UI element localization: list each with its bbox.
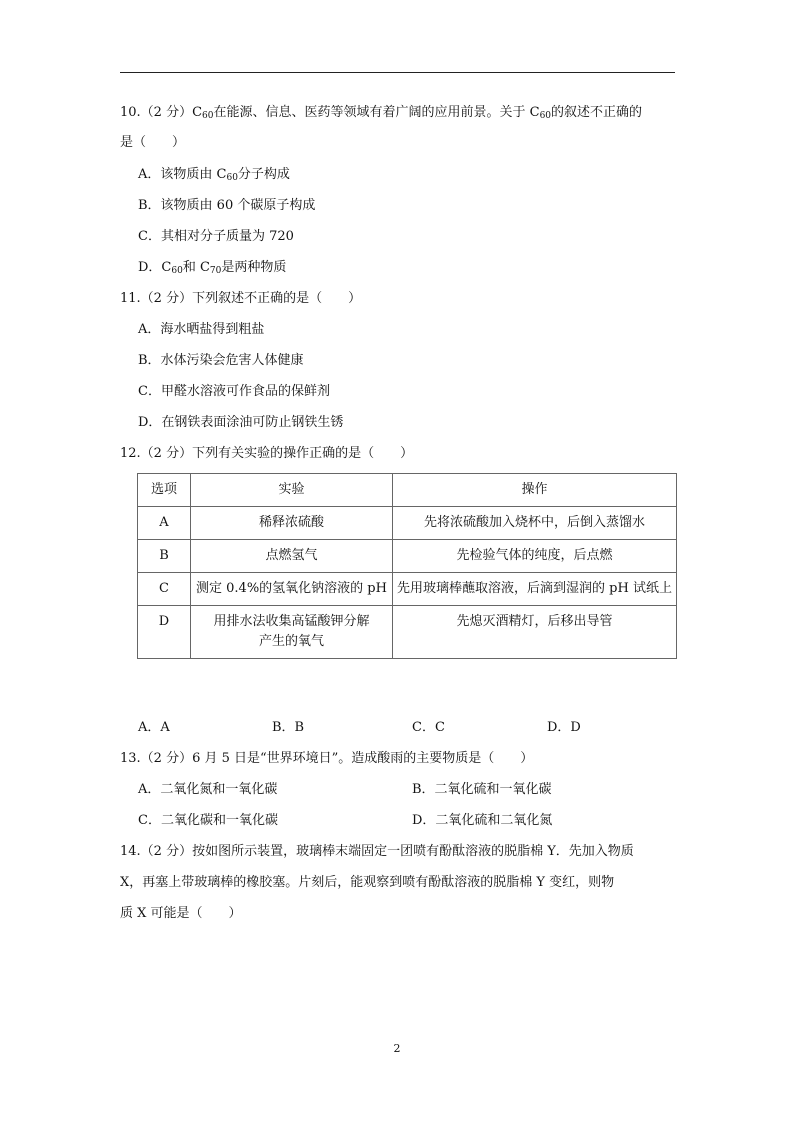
table-cell-experiment: 测定 0.4%的氢氧化钠溶液的 pH	[191, 573, 393, 606]
table-cell-experiment: 稀释浓硫酸	[191, 507, 393, 540]
q14-stem-line2: X，再塞上带玻璃棒的橡胶塞。片刻后，能观察到喷有酚酞溶液的脱脂棉 Y 变红，则物	[120, 875, 615, 890]
table-header-cell: 选项	[138, 474, 191, 507]
q13-option-b: B．二氧化硫和一氧化碳	[412, 782, 552, 797]
table-cell-option: A	[138, 507, 191, 540]
q10-option-a: A．该物质由 $C_{60}$分子构成	[138, 167, 290, 183]
q11-option-c: C．甲醛水溶液可作食品的保鲜剂	[138, 384, 330, 399]
table-cell-operation: 先检验气体的纯度，后点燃	[393, 540, 677, 573]
q12-choice-d: D．D	[547, 720, 581, 735]
table-cell-option: C	[138, 573, 191, 606]
table-header-row	[138, 474, 677, 507]
table-header-cell: 操作	[393, 474, 677, 507]
table-row	[138, 507, 677, 540]
table-cell-operation: 先熄灭酒精灯，后移出导管	[393, 606, 677, 659]
q10-stem-line2: 是（ ）	[120, 135, 186, 150]
q12-table	[137, 473, 677, 659]
q11-option-a: A．海水晒盐得到粗盐	[138, 322, 265, 337]
q14-stem-line1: 14.（2 分）按如图所示装置，玻璃棒末端固定一团喷有酚酞溶液的脱脂棉 Y．先加入物质	[120, 844, 634, 859]
q11-option-d: D．在钢铁表面涂油可防止钢铁生锈	[138, 415, 344, 430]
table-cell-experiment: 点燃氢气	[191, 540, 393, 573]
q13-stem: 13.（2 分）6 月 5 日是“世界环境日”。造成酸雨的主要物质是（ ）	[120, 751, 534, 766]
table-cell-option: B	[138, 540, 191, 573]
header-rule	[120, 72, 675, 73]
q11-option-b: B．水体污染会危害人体健康	[138, 353, 304, 368]
q13-option-c: C．二氧化碳和一氧化碳	[138, 813, 278, 828]
q12-choice-c: C．C	[412, 720, 445, 735]
q10-option-d: D．$C_{60}$和 $C_{70}$是两种物质	[138, 260, 287, 276]
table-cell-option: D	[138, 606, 191, 659]
table-row	[138, 540, 677, 573]
table-row	[138, 606, 677, 659]
table-row	[138, 573, 677, 606]
q12-stem: 12.（2 分）下列有关实验的操作正确的是（ ）	[120, 446, 414, 461]
q14-stem-line3: 质 X 可能是（ ）	[120, 906, 242, 921]
q12-choice-a: A．A	[138, 720, 170, 735]
page-number: 2	[393, 1042, 401, 1055]
q13-option-d: D．二氧化硫和二氧化氮	[412, 813, 553, 828]
table-cell-operation: 先用玻璃棒蘸取溶液，后滴到湿润的 pH 试纸上	[393, 573, 677, 606]
q10-option-b: B．该物质由 60 个碳原子构成	[138, 198, 316, 213]
q13-option-a: A．二氧化氮和一氧化碳	[138, 782, 278, 797]
q10-option-c: C．其相对分子质量为 720	[138, 229, 294, 244]
table-cell-operation: 先将浓硫酸加入烧杯中，后倒入蒸馏水	[393, 507, 677, 540]
q11-stem: 11.（2 分）下列叙述不正确的是（ ）	[120, 291, 362, 306]
q12-choice-b: B．B	[272, 720, 305, 735]
q10-stem-line1: 10.（2 分）$C_{60}$在能源、信息、医药等领域有着广阔的应用前景。关于 $C_{60}$的叙述不正确的	[120, 105, 643, 121]
table-header-cell: 实验	[191, 474, 393, 507]
table-cell-experiment: 用排水法收集高锰酸钾分解产生的氧气	[191, 606, 393, 659]
